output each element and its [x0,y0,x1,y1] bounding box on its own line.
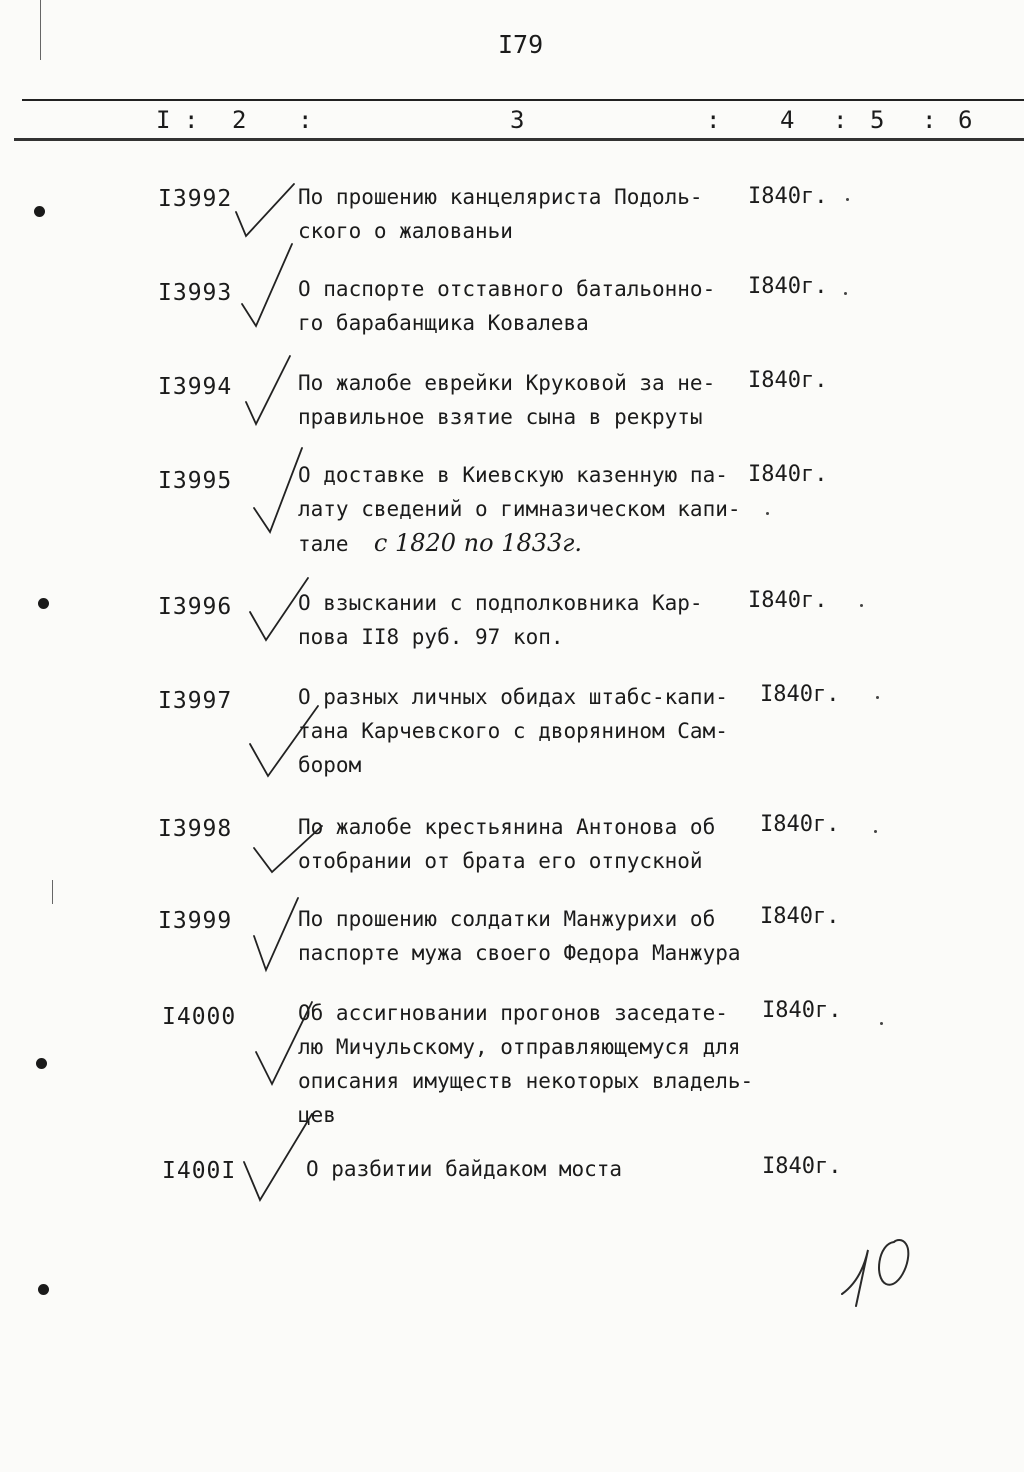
entry-description [298,458,768,561]
description-line: О взыскании с подполковника Кар- [298,591,703,615]
entry-description [298,680,768,782]
description-line: цев [298,1103,336,1127]
entry-year: I840г. [760,812,840,837]
description-line: пова II8 руб. 97 коп. [298,625,564,649]
column-header-4: 4 [780,106,795,134]
entry-description [298,902,768,970]
entry-number: I3995 [158,468,233,494]
page-number: I79 [498,30,544,59]
column-separator: : [922,106,937,134]
entry-number: I3992 [158,186,233,212]
description-line: паспорте мужа своего Федора Манжура [298,941,741,965]
header-rule-bottom [14,138,1024,141]
entry-description [306,1152,776,1186]
handwritten-date-range: с 1820 по 1833г. [373,529,583,557]
entry-number: I3994 [158,374,233,400]
column-header-5: 5 [870,106,885,134]
stray-dot [844,292,847,295]
entry-description [298,180,768,248]
binding-hole-dot [36,1058,47,1069]
stray-dot [876,696,879,699]
description-line [298,526,768,561]
description-line: О разных личных обидах штабс-капи- [298,685,728,709]
entry-description [298,586,768,654]
column-header-1: I [156,106,171,134]
column-separator: : [706,106,721,134]
check-mark-icon [244,818,334,878]
entry-description [298,366,768,434]
check-mark-icon [240,350,310,440]
stray-dot [846,198,849,201]
description-line: описания имуществ некоторых владель- [298,1069,754,1093]
entry-year: I840г. [748,462,828,487]
stray-dot [766,512,769,515]
description-line: Об ассигновании прогонов заседате- [298,1001,728,1025]
entry-year: I840г. [760,682,840,707]
entry-year: I840г. [762,998,842,1023]
column-header-2: 2 [232,106,247,134]
description-line: О разбитии байдаком моста [306,1157,623,1181]
entry-description [298,996,768,1132]
binding-hole-dot [38,1284,49,1295]
entry-year: I840г. [760,904,840,929]
column-header-3: 3 [510,106,525,134]
description-line: По прошению солдатки Манжурихи об [298,907,716,931]
check-mark-icon [236,240,306,340]
column-separator: : [184,106,199,134]
margin-mark [52,880,53,904]
description-line: По жалобе еврейки Круковой за не- [298,371,716,395]
check-mark-icon [250,996,330,1096]
description-line: По жалобе крестьянина Антонова об [298,815,716,839]
column-header-6: 6 [958,106,973,134]
binding-hole-dot [34,206,45,217]
check-mark-icon [244,572,324,652]
entry-number: I3993 [158,280,233,306]
description-line: отобрании от брата его отпускной [298,849,703,873]
entry-description [298,810,768,878]
description-line: По прошению канцеляриста Подоль- [298,185,703,209]
entry-number: I3997 [158,688,233,714]
check-mark-icon [242,700,332,790]
description-line: правильное взятие сына в рекруты [298,405,703,429]
stray-dot [874,830,877,833]
description-line: лату сведений о гимназическом капи- [298,497,741,521]
margin-mark [40,0,41,60]
entry-number: I4000 [162,1004,237,1030]
description-line: О паспорте отставного батальонно- [298,277,716,301]
column-separator: : [833,106,848,134]
check-mark-icon [238,1108,328,1208]
entry-year: I840г. [748,184,828,209]
entry-year: I840г. [748,274,828,299]
check-mark-icon [248,892,318,992]
entry-number: I400I [162,1158,237,1184]
binding-hole-dot [38,598,49,609]
description-line: лю Мичульскому, отправляющемуся для [298,1035,741,1059]
description-line: О доставке в Киевскую казенную па- [298,463,728,487]
handwritten-sheet-count [838,1232,928,1312]
column-separator: : [298,106,313,134]
header-rule-top [22,99,1024,101]
entry-number: I3999 [158,908,233,934]
entry-year: I840г. [762,1154,842,1179]
description-line: бором [298,753,362,777]
stray-dot [860,604,863,607]
entry-description [298,272,768,340]
check-mark-icon [246,444,316,544]
entry-year: I840г. [748,588,828,613]
description-line: го барабанщика Ковалева [298,311,589,335]
stray-dot [880,1022,883,1025]
description-line: ского о жалованьи [298,219,513,243]
description-line-text: тале [298,532,349,556]
description-line: тана Карчевского с дворянином Сам- [298,719,728,743]
entry-number: I3998 [158,816,233,842]
entry-number: I3996 [158,594,233,620]
entry-year: I840г. [748,368,828,393]
